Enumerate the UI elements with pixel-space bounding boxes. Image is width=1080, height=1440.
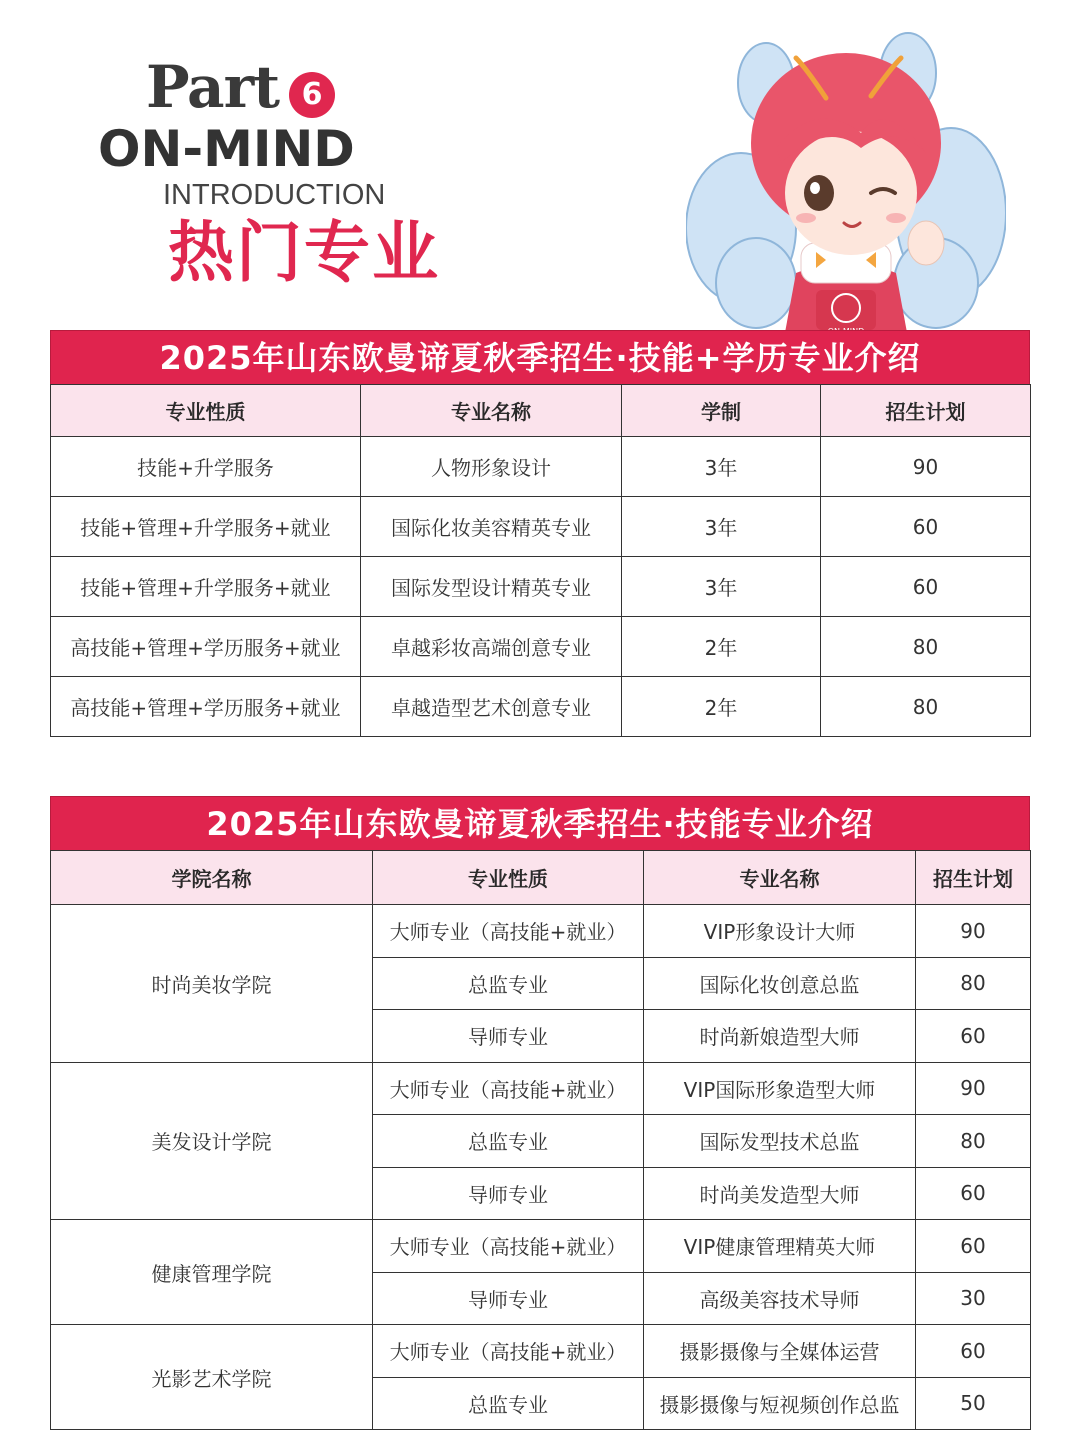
brand-title: ON-MIND <box>98 120 355 178</box>
introduction-label: INTRODUCTION <box>163 179 386 211</box>
cell-major-type: 高技能+管理+学历服务+就业 <box>51 677 361 737</box>
cell-major-name: 时尚新娘造型大师 <box>644 1010 916 1063</box>
cell-duration: 2年 <box>622 677 821 737</box>
column-header: 招生计划 <box>916 851 1031 905</box>
cell-enrollment: 50 <box>916 1377 1031 1430</box>
cell-major-type: 大师专业（高技能+就业） <box>373 1220 644 1273</box>
cell-enrollment: 60 <box>916 1010 1031 1063</box>
table-row <box>51 497 1031 557</box>
cell-duration: 3年 <box>622 437 821 497</box>
cell-college-name: 健康管理学院 <box>51 1220 373 1325</box>
cell-major-name: 国际化妆创意总监 <box>644 957 916 1010</box>
table-row <box>51 557 1031 617</box>
cell-major-name: 国际化妆美容精英专业 <box>361 497 622 557</box>
cell-enrollment: 90 <box>916 1062 1031 1115</box>
table-title: 2025年山东欧曼谛夏秋季招生·技能+学历专业介绍 <box>50 330 1030 384</box>
cell-major-type: 总监专业 <box>373 1377 644 1430</box>
table-row <box>51 905 1031 958</box>
cell-major-name: VIP国际形象造型大师 <box>644 1062 916 1115</box>
cell-enrollment: 60 <box>916 1325 1031 1378</box>
cell-enrollment: 80 <box>821 677 1031 737</box>
column-header: 专业性质 <box>51 385 361 437</box>
cell-enrollment: 60 <box>916 1167 1031 1220</box>
table-row <box>51 1220 1031 1273</box>
cell-duration: 3年 <box>622 497 821 557</box>
cell-duration: 3年 <box>622 557 821 617</box>
part-number-badge: 6 <box>289 72 335 118</box>
cell-enrollment: 30 <box>916 1272 1031 1325</box>
cell-major-name: 卓越造型艺术创意专业 <box>361 677 622 737</box>
table-row <box>51 677 1031 737</box>
table-header-row <box>51 385 1031 437</box>
cell-major-type: 大师专业（高技能+就业） <box>373 905 644 958</box>
cell-major-type: 技能+管理+升学服务+就业 <box>51 497 361 557</box>
cell-enrollment: 60 <box>821 557 1031 617</box>
column-header: 招生计划 <box>821 385 1031 437</box>
cell-major-name: 国际发型技术总监 <box>644 1115 916 1168</box>
page-title: 热门专业 <box>168 214 440 291</box>
cell-major-type: 技能+管理+升学服务+就业 <box>51 557 361 617</box>
cell-major-name: VIP形象设计大师 <box>644 905 916 958</box>
cell-major-name: 国际发型设计精英专业 <box>361 557 622 617</box>
cell-college-name: 时尚美妆学院 <box>51 905 373 1063</box>
table-row <box>51 617 1031 677</box>
cell-major-name: 高级美容技术导师 <box>644 1272 916 1325</box>
column-header: 学制 <box>622 385 821 437</box>
cell-major-type: 总监专业 <box>373 957 644 1010</box>
cell-college-name: 美发设计学院 <box>51 1062 373 1220</box>
cell-major-name: 人物形象设计 <box>361 437 622 497</box>
table <box>50 384 1031 737</box>
column-header: 专业名称 <box>644 851 916 905</box>
cell-major-type: 技能+升学服务 <box>51 437 361 497</box>
column-header: 学院名称 <box>51 851 373 905</box>
cell-major-name: 摄影摄像与短视频创作总监 <box>644 1377 916 1430</box>
cell-enrollment: 90 <box>916 905 1031 958</box>
cell-major-type: 导师专业 <box>373 1010 644 1063</box>
table <box>50 850 1031 1430</box>
cell-major-type: 导师专业 <box>373 1167 644 1220</box>
cell-duration: 2年 <box>622 617 821 677</box>
table-row <box>51 1062 1031 1115</box>
skill-major-table <box>50 796 1030 1430</box>
table-row <box>51 437 1031 497</box>
cell-major-type: 大师专业（高技能+就业） <box>373 1325 644 1378</box>
skill-degree-table <box>50 330 1030 737</box>
cell-college-name: 光影艺术学院 <box>51 1325 373 1430</box>
cell-enrollment: 60 <box>821 497 1031 557</box>
cell-enrollment: 80 <box>916 957 1031 1010</box>
cell-enrollment: 90 <box>821 437 1031 497</box>
cell-major-name: VIP健康管理精英大师 <box>644 1220 916 1273</box>
part-label: Part <box>146 53 279 121</box>
fairy-mascot-illustration <box>686 28 1006 338</box>
cell-enrollment: 80 <box>916 1115 1031 1168</box>
table-title: 2025年山东欧曼谛夏秋季招生·技能专业介绍 <box>50 796 1030 850</box>
cell-major-name: 时尚美发造型大师 <box>644 1167 916 1220</box>
cell-enrollment: 80 <box>821 617 1031 677</box>
cell-major-type: 导师专业 <box>373 1272 644 1325</box>
table-header-row <box>51 851 1031 905</box>
cell-enrollment: 60 <box>916 1220 1031 1273</box>
cell-major-type: 大师专业（高技能+就业） <box>373 1062 644 1115</box>
column-header: 专业名称 <box>361 385 622 437</box>
table-row <box>51 1325 1031 1378</box>
cell-major-name: 卓越彩妆高端创意专业 <box>361 617 622 677</box>
cell-major-type: 高技能+管理+学历服务+就业 <box>51 617 361 677</box>
cell-major-name: 摄影摄像与全媒体运营 <box>644 1325 916 1378</box>
cell-major-type: 总监专业 <box>373 1115 644 1168</box>
column-header: 专业性质 <box>373 851 644 905</box>
